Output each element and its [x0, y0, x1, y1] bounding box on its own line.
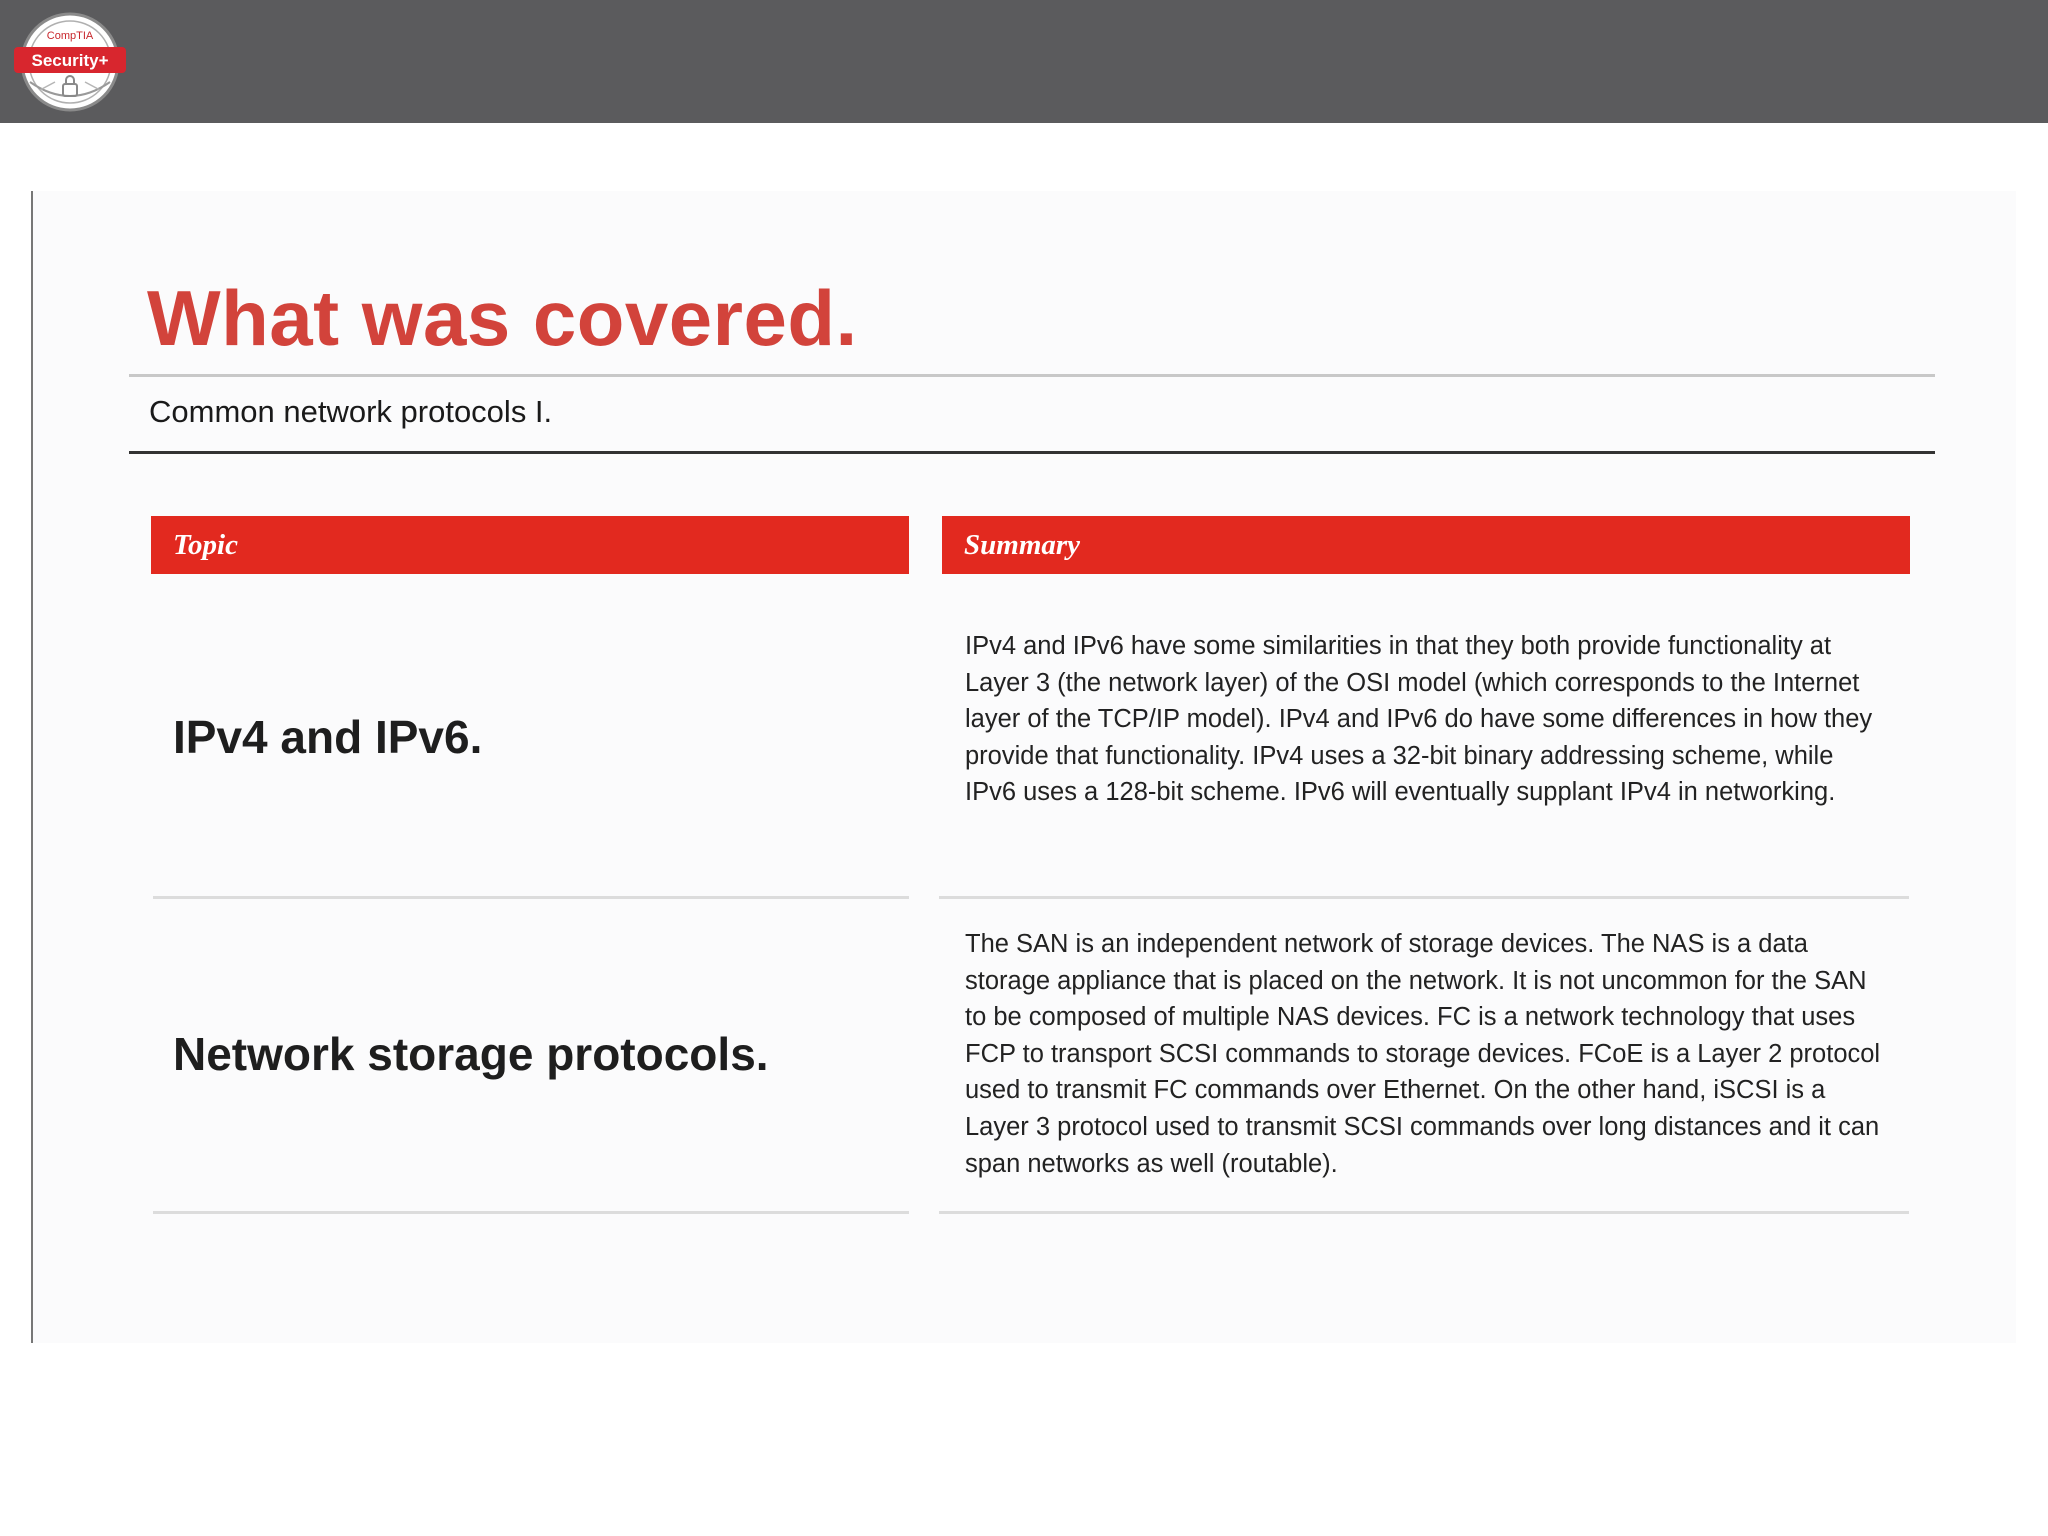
- title-divider: [129, 374, 1935, 377]
- summary-cell: IPv4 and IPv6 have some similarities in that they both provide functionality at Layer 3 (the network layer) of the OSI model (which corresponds to the Internet layer of the TCP/IP model). IPv4 and IPv6 do have some differences in how they provide that functionality. IPv4 uses a 32-bit binary addressing scheme, while IPv6 uses a 128-bit scheme. IPv6 will eventually supplant IPv4 in networking.: [965, 632, 1873, 807]
- summary-cell: The SAN is an independent network of storage devices. The NAS is a data storage appliance that is placed on the network. It is not uncommon for the SAN to be composed of multiple NAS devices. FC is a network technology that uses FCP to transport SCSI commands to storage devices. FCoE is a Layer 2 protocol used to transmit FC commands over Ethernet. On the other hand, iSCSI is a Layer 3 protocol used to transmit SCSI commands over long distances and it can span networks as well (routable).: [965, 930, 1881, 1178]
- subtitle-divider: [129, 451, 1935, 454]
- row-divider: [153, 1211, 909, 1214]
- comptia-security-plus-logo: [10, 12, 130, 112]
- topic-cell: IPv4 and IPv6.: [173, 711, 483, 763]
- row-divider: [939, 896, 1909, 899]
- table-header-topic: Topic: [151, 516, 909, 574]
- logo-brand-label: Security+: [31, 51, 109, 70]
- top-bar: [0, 0, 2048, 123]
- slide: [31, 191, 2016, 1343]
- slide-subtitle: Common network protocols I.: [149, 394, 553, 429]
- row-divider: [153, 896, 909, 899]
- logo-brand-top: CompTIA: [46, 30, 94, 42]
- row-divider: [939, 1211, 1909, 1214]
- slide-title: What was covered.: [147, 274, 858, 362]
- table-header-summary: Summary: [942, 516, 1910, 574]
- topic-cell: Network storage protocols.: [173, 1028, 769, 1080]
